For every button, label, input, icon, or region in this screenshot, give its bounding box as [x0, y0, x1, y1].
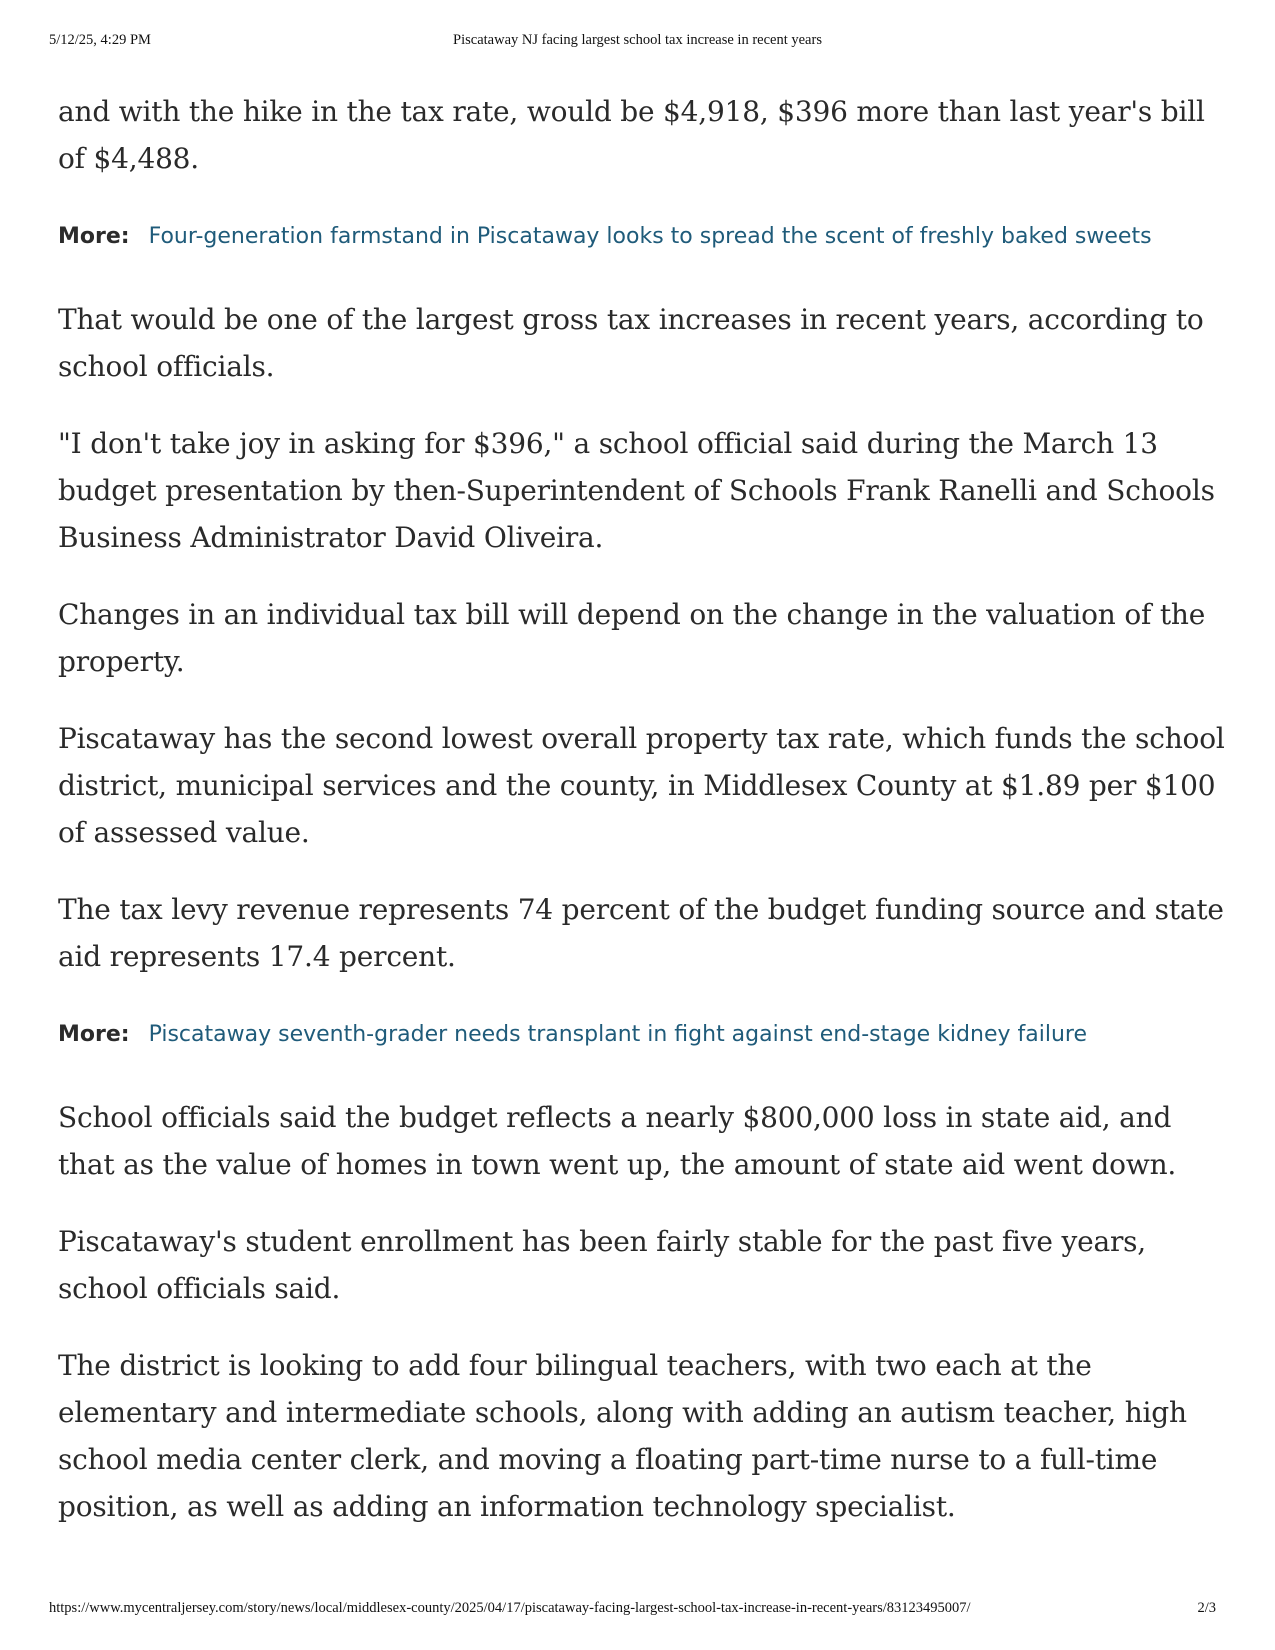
page-number: 2/3: [1197, 1600, 1216, 1616]
article-paragraph: School officials said the budget reflects a nearly $800,000 loss in state aid, and that as the value of homes in town went up, the amount of state aid went down.: [58, 1101, 1177, 1181]
print-url: https://www.mycentraljersey.com/story/news/local/middlesex-county/2025/04/17/piscataway-facing-largest-school-tax-increase-in-recent-years/83123495007/: [49, 1600, 971, 1616]
more-label: More:: [58, 1022, 130, 1047]
article-paragraph: The tax levy revenue represents 74 percent of the budget funding source and state aid represents 17.4 percent.: [58, 893, 1224, 973]
print-datetime: 5/12/25, 4:29 PM: [49, 32, 151, 48]
more-link-block: [58, 1016, 1230, 1054]
print-footer: [49, 1600, 1226, 1620]
print-page-title: Piscataway NJ facing largest school tax increase in recent years: [453, 32, 822, 48]
print-header: [49, 32, 1226, 52]
more-label: More:: [58, 224, 130, 249]
article-paragraph: That would be one of the largest gross tax increases in recent years, according to school officials.: [58, 303, 1204, 383]
article-paragraph: Changes in an individual tax bill will depend on the change in the valuation of the property.: [58, 598, 1206, 678]
article-paragraph: The district is looking to add four bilingual teachers, with two each at the elementary and intermediate schools, along with adding an autism teacher, high school media center clerk, and moving a floating part-time nurse to a full-time position, as well as adding an information technology specialist.: [58, 1349, 1187, 1523]
related-article-link-kidney[interactable]: Piscataway seventh-grader needs transplant in fight against end-stage kidney failure: [148, 1022, 1087, 1047]
article-paragraph: "I don't take joy in asking for $396," a school official said during the March 13 budget presentation by then-Superintendent of Schools Frank Ranelli and Schools Business Administrator David Oliveira.: [58, 427, 1215, 554]
more-link-block: [58, 218, 1230, 256]
article-paragraph: Piscataway has the second lowest overall property tax rate, which funds the school district, municipal services and the county, in Middlesex County at $1.89 per $100 of assessed value.: [58, 722, 1225, 849]
article-body: [58, 88, 1230, 1560]
article-paragraph: Piscataway's student enrollment has been fairly stable for the past five years, school officials said.: [58, 1225, 1146, 1305]
article-paragraph: and with the hike in the tax rate, would be $4,918, $396 more than last year's bill of $4,488.: [58, 95, 1205, 175]
related-article-link-farmstand[interactable]: Four-generation farmstand in Piscataway looks to spread the scent of freshly baked sweets: [148, 224, 1152, 249]
